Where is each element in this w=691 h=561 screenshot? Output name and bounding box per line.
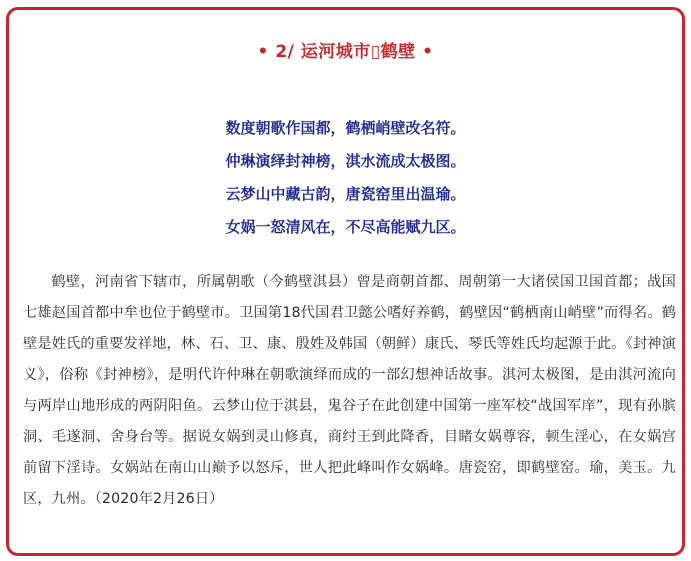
poem	[9, 112, 682, 244]
poem-line-1: 数度朝歌作国都，鹤栖峭壁改名符。	[225, 119, 466, 137]
poem-line-2: 仲琳演绎封神榜，淇水流成太极图。	[225, 152, 466, 170]
poem-line-3: 云梦山中藏古韵，唐瓷窑里出温瑜。	[225, 185, 466, 203]
title-bullet-right: •	[422, 42, 434, 62]
article-frame	[6, 7, 685, 556]
title-bullet-left: •	[257, 42, 269, 62]
poem-line-4: 女娲一怒清风在，不尽高能赋九区。	[225, 218, 466, 236]
body-paragraph: 鹤壁，河南省下辖市，所属朝歌（今鹤壁淇县）曾是商朝首都、周朝第一大诸侯国卫国首都；战国七雄赵国首都中牟也位于鹤壁市。卫国第18代国君卫懿公嗜好养鹤，鹤壁因“鹤栖南山峭壁”而得名。鹤壁是姓氏的重要发祥地，林、石、卫、康、殷姓及韩国（朝鲜）康氏、琴氏等姓氏均起源于此。《封神演义》，俗称《封神榜》，是明代许仲琳在朝歌演绎而成的一部幻想神话故事。淇河太极图，是由淇河流向与两岸山地形成的两阴阳鱼。云梦山位于淇县，鬼谷子在此创建中国第一座军校“战国军庠”，现有孙膑洞、毛遂洞、舍身台等。据说女娲到灵山修真，商纣王到此降香，目睹女娲尊容，顿生淫心，在女娲宫前留下淫诗。女娲站在南山山巅予以怒斥，世人把此峰叫作女娲峰。唐瓷窑，即鹤壁窑。瑜，美玉。九区，九州。（2020年2月26日）	[23, 274, 676, 507]
title-text: 2/ 运河城市▯鹤壁	[275, 42, 416, 62]
section-title	[9, 40, 682, 64]
